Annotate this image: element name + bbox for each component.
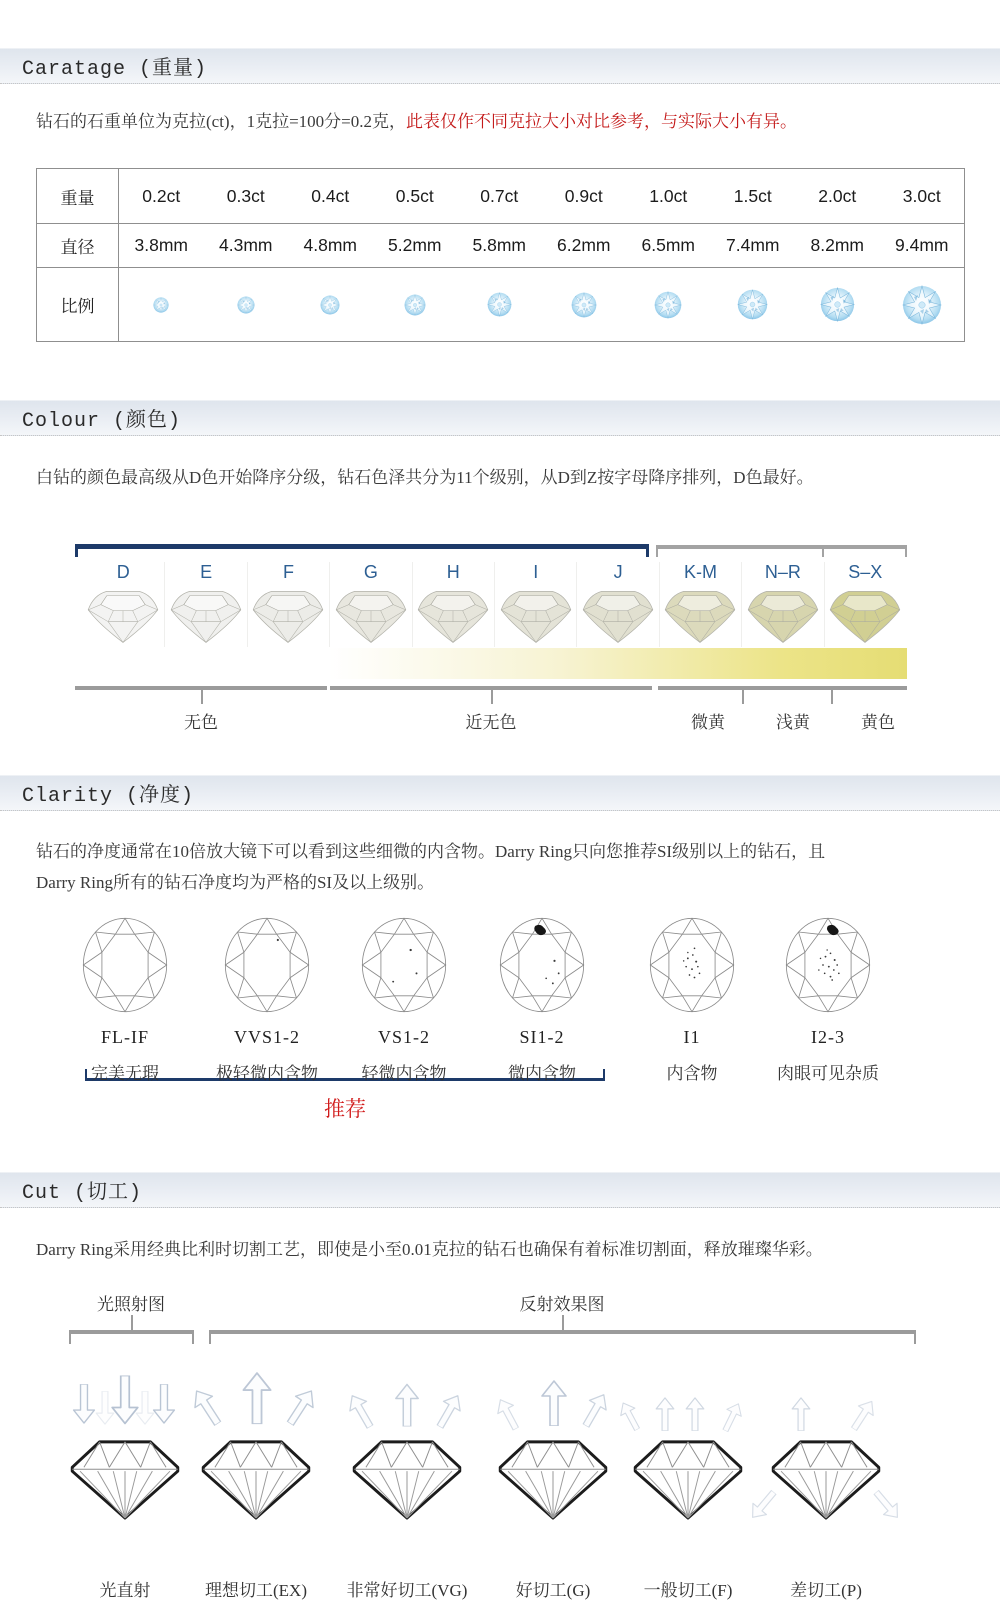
clarity-grade-code: I2-3 <box>811 1027 845 1047</box>
light-up-arrow-icon <box>613 1395 648 1436</box>
colour-grade-cell <box>412 562 494 647</box>
cut-intro-text: Darry Ring采用经典比利时切割工艺，即使是小至0.01克拉的钻石也确保有着标准切割面，释放璀璨华彩。 <box>36 1240 823 1259</box>
carat-diamond-icon <box>237 296 255 314</box>
carat-diamond-icon <box>737 289 768 320</box>
tinted-range-divider <box>822 545 824 557</box>
clarity-intro <box>36 836 964 898</box>
diamond-side-view-icon <box>492 1436 614 1522</box>
caratage-intro-text: 钻石的石重单位为克拉(ct)，1克拉=100分=0.2克， <box>36 112 407 131</box>
table-cell: 4.3mm <box>204 223 289 267</box>
table-cell: 5.2mm <box>373 223 458 267</box>
section-title-cut: Cut (切工) <box>22 1182 143 1205</box>
diamond-side-view-icon <box>64 1436 186 1522</box>
clarity-grade-chart <box>0 915 1000 1135</box>
clarity-diagram-icon <box>79 915 171 1015</box>
table-cell: 1.5ct <box>733 185 772 206</box>
carat-diamond-icon <box>571 292 597 318</box>
table-cell: 0.9ct <box>564 185 603 206</box>
colour-grade-cell <box>329 562 411 647</box>
clarity-diagram-icon <box>358 915 450 1015</box>
colour-diamond-icon <box>746 586 820 647</box>
colour-group-label: 近无色 <box>465 713 517 732</box>
reflection-effect-bracket-tick <box>562 1315 564 1331</box>
table-cell: 4.8mm <box>288 223 373 267</box>
colourless-range-bracket <box>75 544 649 549</box>
carat-diamond-icon <box>654 291 682 319</box>
carat-diamond-cell <box>119 267 204 341</box>
carat-diamond-cell <box>373 267 458 341</box>
carat-diamond-icon <box>404 294 426 316</box>
table-cell: 0.4ct <box>311 185 350 206</box>
carat-diamond-icon <box>487 292 512 317</box>
clarity-grade-name: 肉眼可见杂质 <box>777 1064 879 1083</box>
cut-grade-label: 一般切工(F) <box>643 1581 733 1600</box>
colour-grade-cell <box>659 562 741 647</box>
cut-grade-label: 非常好切工(VG) <box>346 1581 468 1600</box>
table-cell: 3.8mm <box>119 223 204 267</box>
table-cell: 6.5mm <box>626 223 711 267</box>
carat-diamond-icon <box>320 295 340 315</box>
cut-grade-label: 差切工(P) <box>790 1581 862 1600</box>
colour-group-label: 浅黄 <box>776 713 810 732</box>
colour-grade-letter: I <box>533 562 539 582</box>
clarity-grade-column <box>50 915 200 1084</box>
clarity-grade-name: 内含物 <box>666 1064 718 1083</box>
light-up-arrow-icon <box>716 1397 749 1436</box>
colour-intro <box>36 462 964 493</box>
table-cell: 0.5ct <box>395 185 434 206</box>
table-cell: 3.0ct <box>902 185 941 206</box>
clarity-grade-name: 完美无瑕 <box>91 1064 159 1083</box>
carat-diamond-cell <box>288 267 373 341</box>
caratage-intro-warning: 此表仅作不同克拉大小对比参考，与实际大小有异。 <box>406 112 798 131</box>
section-header-clarity <box>0 775 1000 811</box>
cut-arrows-group <box>327 1348 487 1434</box>
recommend-label: 推荐 <box>324 1097 366 1121</box>
section-header-caratage <box>0 48 1000 84</box>
carat-diamond-icon <box>820 287 855 322</box>
colour-grade-letter: S–X <box>848 562 883 582</box>
table-cell: 0.7ct <box>480 185 519 206</box>
colour-diamond-icon <box>581 586 655 647</box>
light-up-arrow-icon <box>240 1362 274 1434</box>
clarity-grade-name: 微内含物 <box>508 1064 576 1083</box>
colour-diamond-icon <box>828 586 902 647</box>
colour-grade-cell <box>247 562 329 647</box>
clarity-grade-code: I1 <box>683 1027 701 1047</box>
light-up-arrow-icon <box>275 1377 326 1436</box>
light-up-arrow-icon <box>684 1394 706 1434</box>
table-cell: 2.0ct <box>818 185 857 206</box>
table-cell: 8.2mm <box>795 223 880 267</box>
carat-diamond-icon <box>153 297 169 313</box>
section-header-cut <box>0 1172 1000 1208</box>
colour-grade-letter: K-M <box>683 562 717 582</box>
clarity-grade-column <box>329 915 479 1084</box>
colour-grade-letter: J <box>613 562 623 582</box>
cut-grade-column <box>746 1348 906 1600</box>
carat-diamond-cell <box>204 267 289 341</box>
section-title-caratage: Caratage (重量) <box>22 58 208 81</box>
carat-diamond-cell <box>457 267 542 341</box>
table-cell: 1.0ct <box>649 185 688 206</box>
colour-grade-cell <box>741 562 823 647</box>
carat-size-table <box>36 168 965 342</box>
light-up-arrow-icon <box>539 1372 569 1434</box>
clarity-diagram-icon <box>496 915 588 1015</box>
colour-diamond-icon <box>334 586 408 647</box>
light-up-arrow-icon <box>790 1394 812 1434</box>
reflection-effect-label: 反射效果图 <box>519 1295 605 1314</box>
clarity-grade-code: SI1-2 <box>519 1027 565 1047</box>
carat-diamond-cell <box>880 267 965 341</box>
clarity-grade-code: FL-IF <box>100 1027 149 1047</box>
colour-group-label: 黄色 <box>861 713 895 732</box>
table-cell: 0.3ct <box>226 185 265 206</box>
clarity-diagram-icon <box>221 915 313 1015</box>
carat-row-header: 直径 <box>37 223 119 267</box>
clarity-grade-column <box>192 915 342 1084</box>
colour-diamond-icon <box>499 586 573 647</box>
table-cell: 7.4mm <box>711 223 796 267</box>
clarity-grade-column <box>753 915 903 1084</box>
colour-group-bar <box>658 686 907 690</box>
colour-grade-letter: N–R <box>764 562 801 582</box>
colour-grade-chart <box>75 540 907 755</box>
clarity-grade-name: 极轻微内含物 <box>216 1064 318 1083</box>
colour-group-label: 无色 <box>184 713 218 732</box>
light-up-arrow-icon <box>843 1393 882 1437</box>
light-up-arrow-icon <box>489 1391 527 1437</box>
colour-group-tick <box>742 690 744 704</box>
carat-row-header: 比例 <box>37 267 119 341</box>
light-entry-bracket-tick <box>131 1315 133 1331</box>
clarity-grade-code: VS1-2 <box>377 1027 430 1047</box>
carat-diamond-cell <box>711 267 796 341</box>
clarity-intro-line1: 钻石的净度通常在10倍放大镜下可以看到这些细微的内含物。Darry Ring只向您推荐SI级别以上的钻石，且 <box>36 842 826 861</box>
cut-intro <box>36 1234 964 1265</box>
colour-diamond-icon <box>416 586 490 647</box>
cut-grade-chart <box>0 1290 1000 1600</box>
yellow-tint-gradient-strip <box>329 648 907 679</box>
cut-arrows-group <box>608 1348 768 1434</box>
light-up-arrow-icon <box>654 1394 676 1434</box>
diamond-side-view-icon <box>195 1436 317 1522</box>
table-cell: 0.2ct <box>142 185 181 206</box>
colour-grade-cells <box>82 562 906 647</box>
light-up-arrow-icon <box>339 1385 383 1437</box>
cut-grade-column <box>327 1348 487 1600</box>
diamond-side-view-icon <box>765 1436 887 1522</box>
colour-diamond-icon <box>663 586 737 647</box>
section-title-colour: Colour (颜色) <box>22 410 182 433</box>
carat-diamond-cell <box>795 267 880 341</box>
diamond-side-view-icon <box>346 1436 468 1522</box>
section-title-clarity: Clarity (净度) <box>22 785 195 808</box>
cut-arrows-group <box>746 1348 906 1434</box>
colour-diamond-icon <box>251 586 325 647</box>
colour-grade-letter: H <box>446 562 460 582</box>
cut-grade-label: 理想切工(EX) <box>205 1581 307 1600</box>
clarity-intro-line2: Darry Ring所有的钻石净度均为严格的SI及以上级别。 <box>36 873 435 892</box>
light-up-arrow-icon <box>427 1385 471 1437</box>
carat-diamond-cell <box>626 267 711 341</box>
clarity-grade-column <box>617 915 767 1084</box>
colour-group-label: 微黄 <box>691 713 725 732</box>
cut-grade-column <box>176 1348 336 1600</box>
colour-grade-cell <box>576 562 658 647</box>
light-up-arrow-icon <box>393 1376 421 1434</box>
carat-row-header: 重量 <box>37 169 119 223</box>
clarity-diagram-icon <box>646 915 738 1015</box>
light-entry-label: 光照射图 <box>97 1295 165 1314</box>
clarity-grade-code: VVS1-2 <box>233 1027 300 1047</box>
tinted-range-bracket <box>656 545 907 549</box>
cut-grade-label: 好切工(G) <box>515 1581 591 1600</box>
colour-grade-letter: F <box>282 562 294 582</box>
caratage-intro <box>36 106 964 137</box>
colour-diamond-icon <box>86 586 160 647</box>
cut-arrows-group <box>176 1348 336 1434</box>
table-cell: 9.4mm <box>880 223 965 267</box>
colour-grade-letter: D <box>116 562 130 582</box>
colour-grade-cell <box>164 562 246 647</box>
cut-grade-label: 光直射 <box>99 1581 151 1600</box>
colour-group-tick <box>201 690 203 704</box>
clarity-diagram-icon <box>782 915 874 1015</box>
colour-grade-letter: G <box>363 562 378 582</box>
light-down-arrow-icon <box>151 1374 177 1434</box>
light-up-arrow-icon <box>181 1377 232 1436</box>
cut-grade-column <box>608 1348 768 1600</box>
section-header-colour <box>0 400 1000 436</box>
colour-group-tick <box>491 690 493 704</box>
carat-diamond-cell <box>542 267 627 341</box>
clarity-grade-name: 轻微内含物 <box>361 1064 447 1083</box>
colour-group-tick <box>831 690 833 704</box>
table-cell: 6.2mm <box>542 223 627 267</box>
colour-grade-cell <box>82 562 164 647</box>
colour-grade-cell <box>824 562 906 647</box>
colour-grade-cell <box>494 562 576 647</box>
diamond-side-view-icon <box>627 1436 749 1522</box>
colour-intro-text: 白钻的颜色最高级从D色开始降序分级，钻石色泽共分为11个级别，从D到Z按字母降序排列，D色最好。 <box>36 468 814 487</box>
clarity-grade-column <box>467 915 617 1084</box>
colour-grade-letter: E <box>200 562 213 582</box>
colour-diamond-icon <box>169 586 243 647</box>
carat-diamond-icon <box>902 285 942 325</box>
table-cell: 5.8mm <box>457 223 542 267</box>
